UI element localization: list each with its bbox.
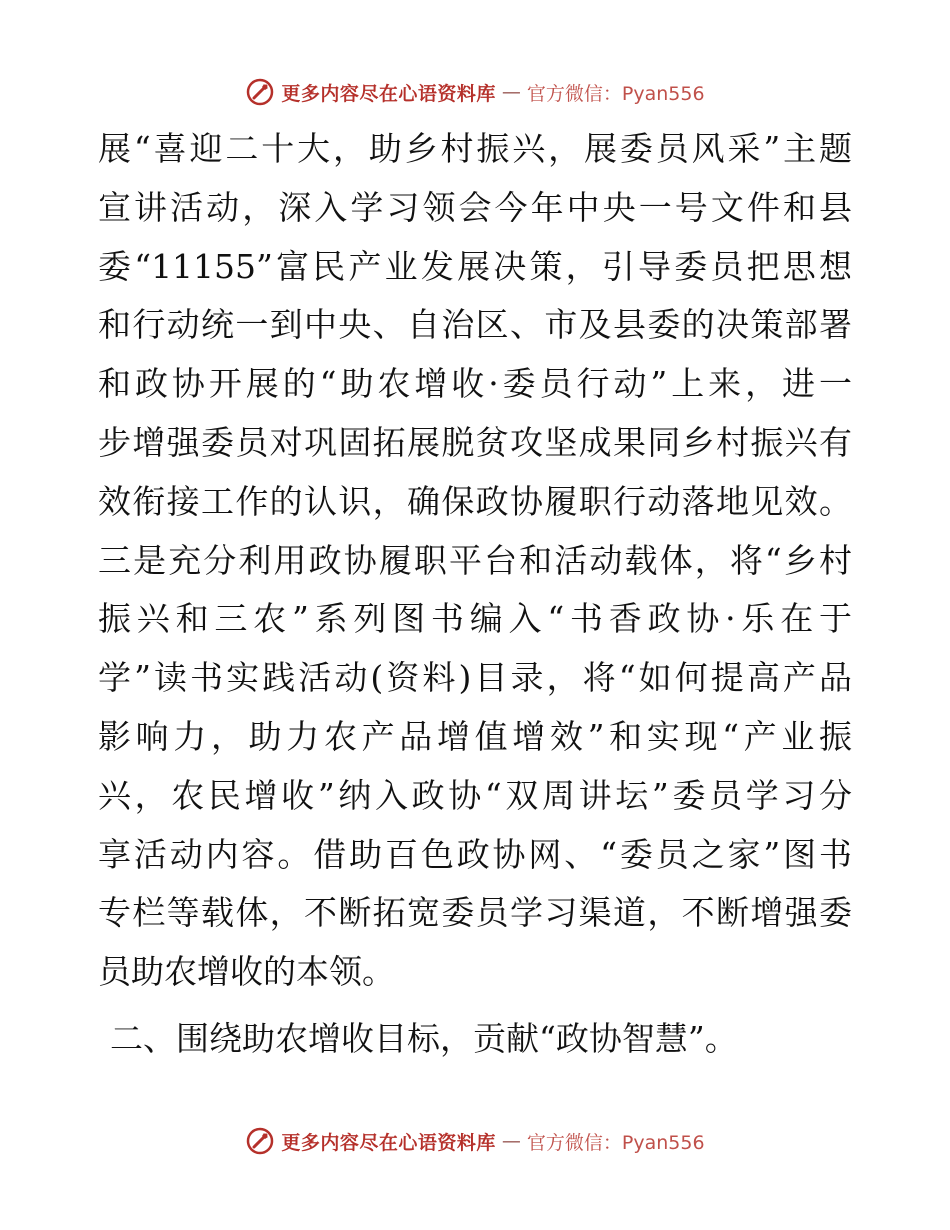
body-line: 三是充分利用政协履职平台和活动载体，将“乡村 bbox=[98, 540, 852, 580]
body-line: 委“11155”富民产业发展决策，引导委员把思想 bbox=[98, 246, 852, 286]
body-line: 效衔接工作的认识，确保政协履职行动落地见效。 bbox=[98, 481, 852, 521]
quill-seal-icon bbox=[245, 77, 275, 107]
body-line: 兴，农民增收”纳入政协“双周讲坛”委员学习分 bbox=[98, 775, 852, 815]
body-line: 和政协开展的“助农增收·委员行动”上来，进一 bbox=[98, 364, 852, 404]
body-line: 学”读书实践活动(资料)目录，将“如何提高产品 bbox=[98, 658, 852, 698]
body-line: 专栏等载体，不断拓宽委员学习渠道，不断增强委 bbox=[98, 893, 852, 933]
body-line: 影响力，助力农产品增值增效”和实现“产业振 bbox=[98, 716, 852, 756]
banner-text: 更多内容尽在心语资料库 bbox=[281, 1131, 496, 1154]
banner-wechat: 官方微信：Pyan556 bbox=[526, 1131, 705, 1154]
body-line: 步增强委员对巩固拓展脱贫攻坚成果同乡村振兴有 bbox=[98, 422, 852, 462]
body-line: 宣讲活动，深入学习领会今年中央一号文件和县 bbox=[98, 187, 852, 227]
quill-seal-icon bbox=[245, 1126, 275, 1156]
footer-banner bbox=[0, 1121, 950, 1161]
banner-text: 更多内容尽在心语资料库 bbox=[281, 82, 496, 105]
banner-separator: — bbox=[501, 1130, 521, 1152]
body-line: 享活动内容。借助百色政协网、“委员之家”图书 bbox=[98, 834, 852, 874]
banner-separator: — bbox=[501, 81, 521, 103]
body-line: 员助农增收的本领。 bbox=[98, 952, 395, 992]
document-body bbox=[98, 120, 852, 1002]
section-heading: 二、围绕助农增收目标，贡献“政协智慧”。 bbox=[110, 1019, 738, 1058]
banner-wechat: 官方微信：Pyan556 bbox=[526, 82, 705, 105]
body-line: 振兴和三农”系列图书编入“书香政协·乐在于 bbox=[98, 599, 852, 639]
body-line: 展“喜迎二十大，助乡村振兴，展委员风采”主题 bbox=[98, 129, 852, 168]
header-banner bbox=[0, 72, 950, 112]
body-line: 和行动统一到中央、自治区、市及县委的决策部署 bbox=[98, 305, 852, 345]
